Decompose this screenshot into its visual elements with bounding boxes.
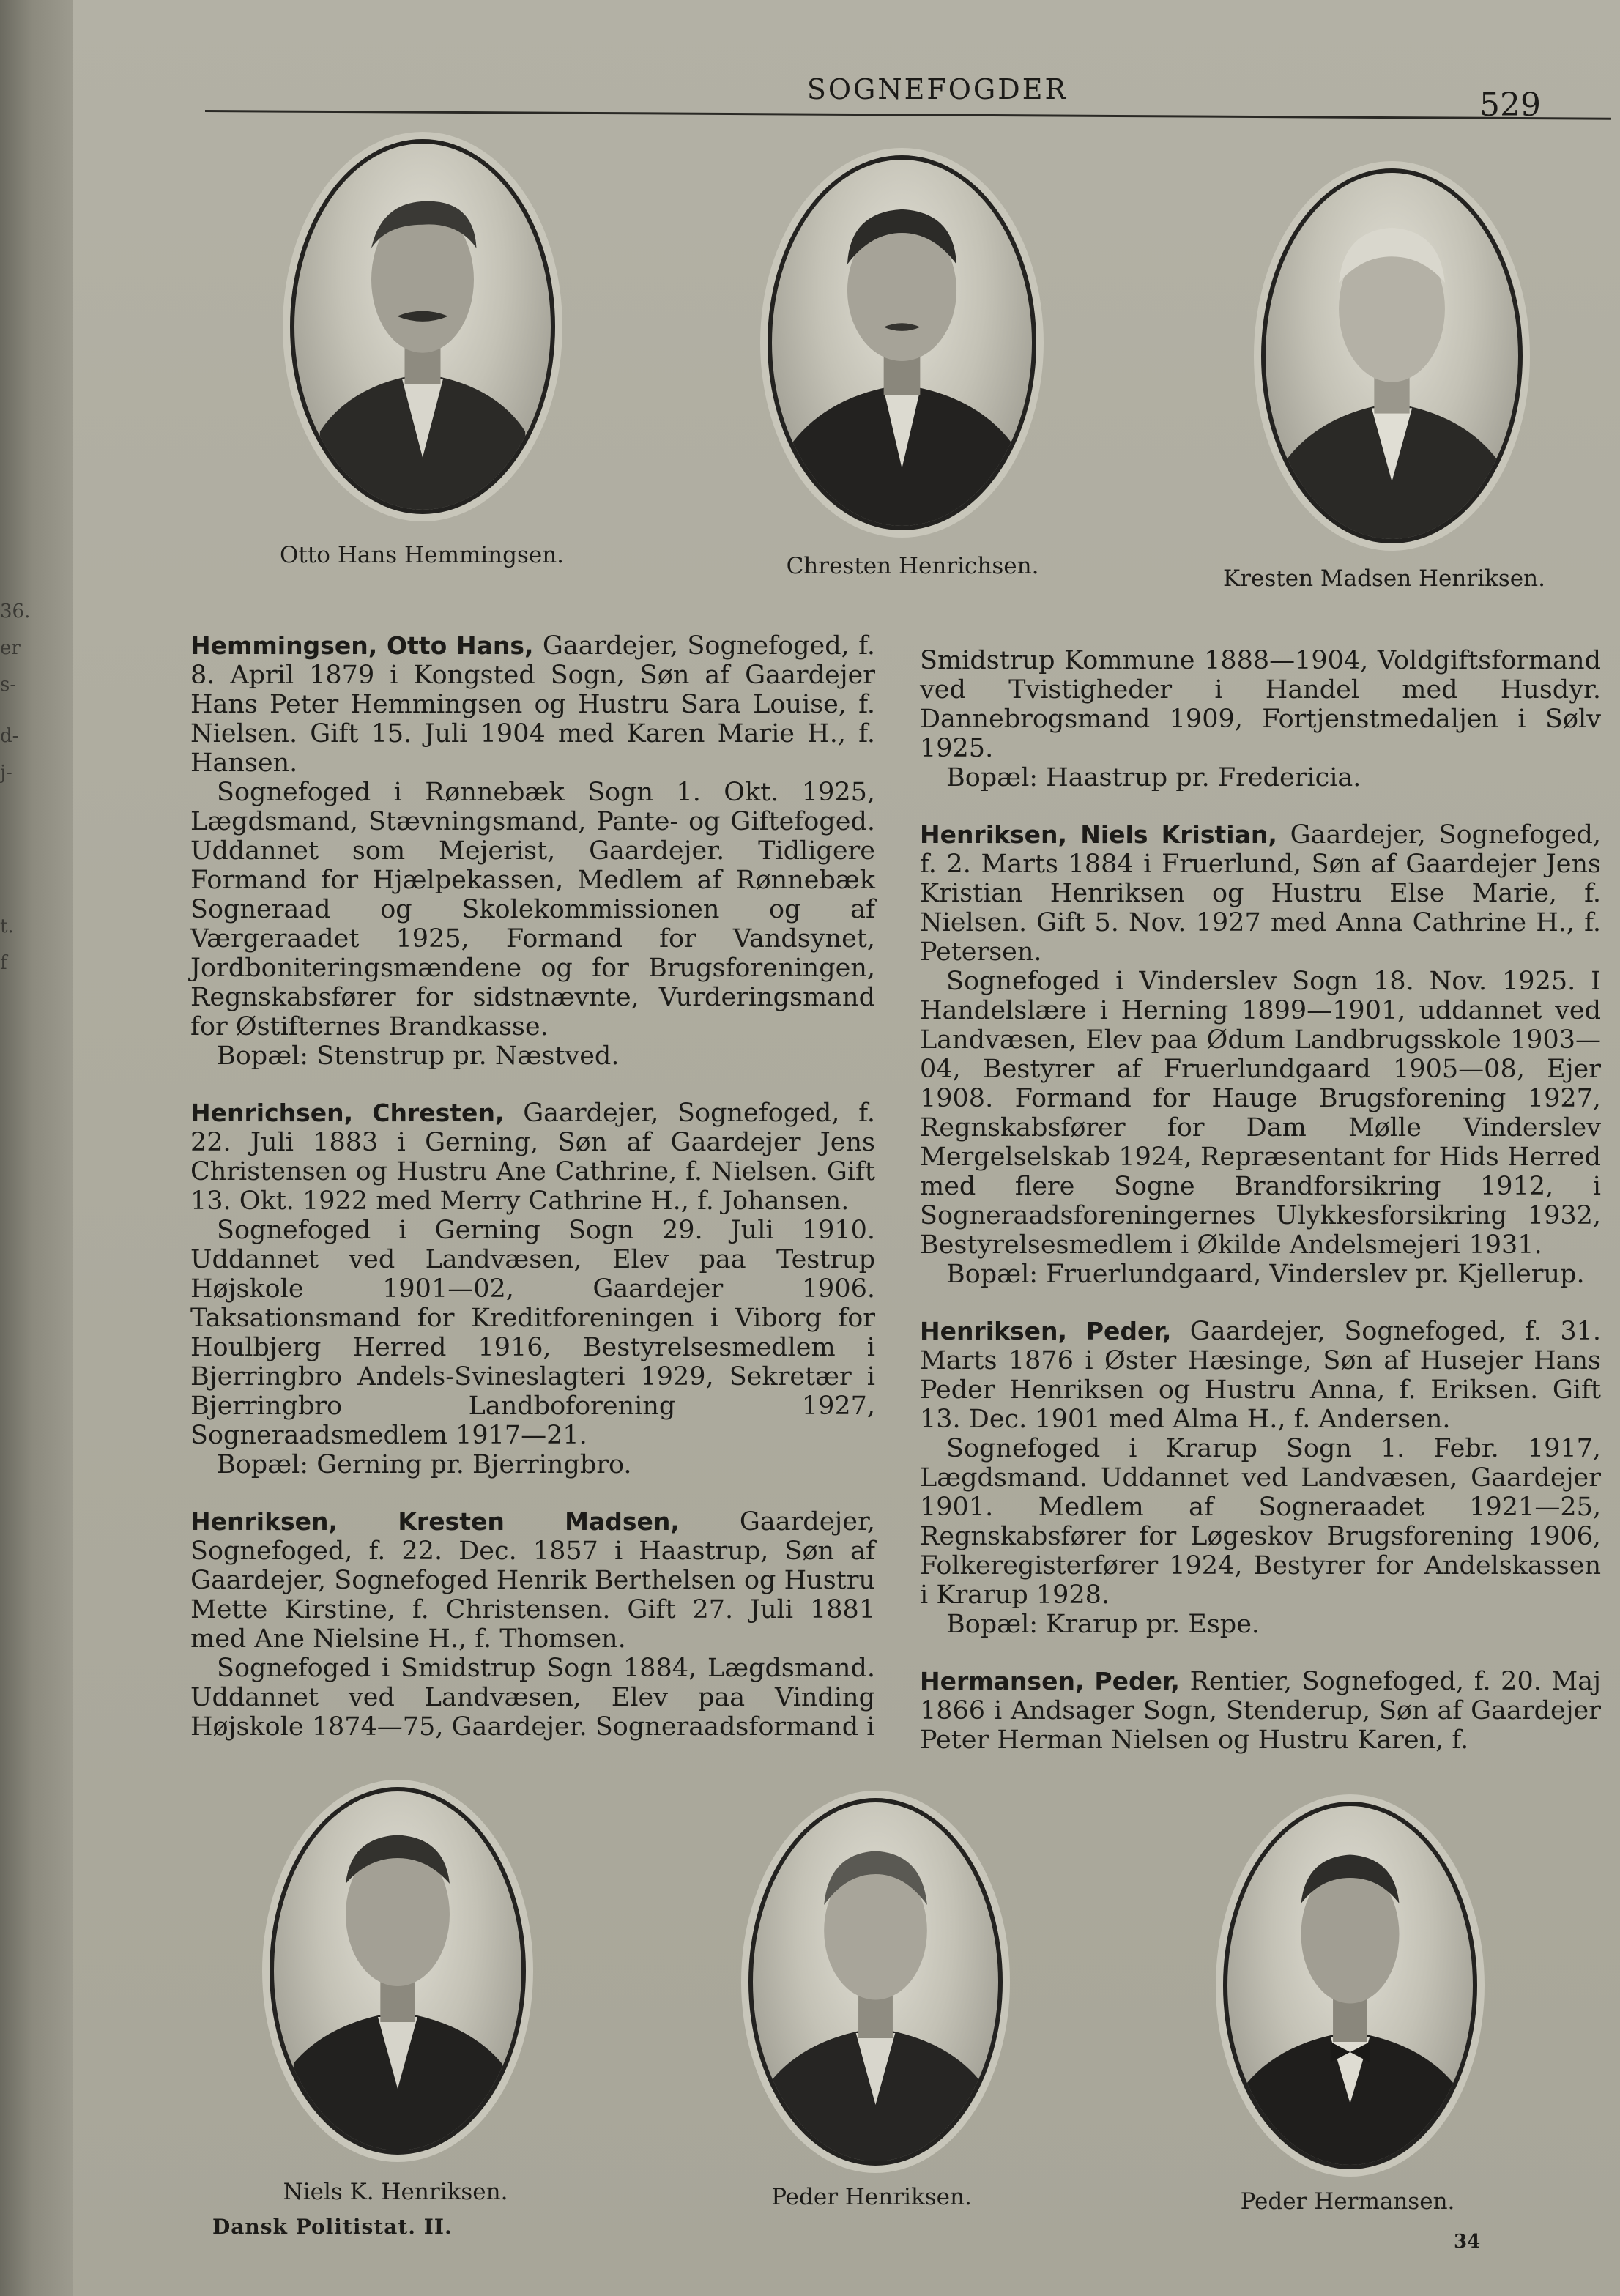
entry-henrichsen-lead	[190, 1099, 875, 1216]
entry-body: Sognefoged i Rønnebæk Sogn 1. Okt. 1925, Lægdsmand, Stævningsmand, Pante- og Giftefoged. Uddannet som Mejerist, Gaardejer. Tidligere Formand for Hjælpekassen, Medlem af Rønnebæk Sogneraad og Skolekommissionen og af Værgeraadet 1925, Formand for Vandsynet, Jordboniteringsmændene og for Brugsforeningen, Regnskabsfører for sidstnævnte, Vurderingsmand for Østifternes Brandkasse.	[190, 778, 875, 1041]
left-page-fragment: f	[0, 952, 7, 974]
portrait-peder-henriksen	[748, 1798, 1003, 2166]
entry-name: Henriksen, Kresten Madsen,	[190, 1507, 680, 1536]
entry-niels-lead	[920, 820, 1601, 967]
running-title: SOGNEFOGDER	[806, 73, 1069, 105]
entry-name: Hermansen, Peder,	[920, 1667, 1180, 1695]
text-column-left	[190, 631, 875, 1742]
portrait-kresten-madsen-henriksen	[1261, 168, 1523, 543]
page-number: 529	[1479, 86, 1541, 124]
entry-lead: Rentier, Sognefoged, f. 20. Maj 1866 i Andsager Sogn, Stenderup, Søn af Gaardejer Peter Herman Nielsen og Hustru Karen, f.	[920, 1667, 1601, 1755]
portrait-figure-icon	[274, 1791, 521, 2150]
entry-body: Sognefoged i Vinderslev Sogn 18. Nov. 1925. I Handelslære i Herning 1899—1901, uddannet ved Landvæsen, Elev paa Ødum Landbrugsskole 1903—04, Bestyrer af Fruerlundgaard 1905—08, Ejer 1908. Formand for Hauge Brugsforening 1927, Regnskabsfører for Dam Mølle Vinderslev Mergelselskab 1924, Repræsentant for Hids Herred med flere Sogne Brandforsikring 1912, i Sogneraadsforeningernes Ulykkesforsikring 1932, Bestyrelsesmedlem i Økilde Andelsmejeri 1931.	[920, 967, 1601, 1260]
entry-body: Sognefoged i Smidstrup Sogn 1884, Lægdsmand. Uddannet ved Landvæsen, Elev paa Vinding Højskole 1874—75, Gaardejer. Sogneraadsformand i	[190, 1654, 875, 1742]
entry-lead: Gaardejer, Sognefoged, f. 2. Marts 1884 i Fruerlund, Søn af Gaardejer Jens Kristian Henriksen og Hustru Else Marie, f. Nielsen. Gift 5. Nov. 1927 med Anna Cathrine H., f. Petersen.	[920, 820, 1601, 967]
portrait-figure-icon	[1227, 1806, 1473, 2165]
portrait-figure-icon	[1266, 173, 1518, 539]
entry-name: Henriksen, Niels Kristian,	[920, 820, 1277, 849]
entry-name: Hemmingsen, Otto Hans,	[190, 631, 534, 660]
portrait-caption: Kresten Madsen Henriksen.	[1223, 565, 1545, 592]
entry-name: Henriksen, Peder,	[920, 1317, 1172, 1345]
entry-kresten-lead	[190, 1507, 875, 1654]
entry-hermansen-lead	[920, 1667, 1601, 1755]
portrait-niels-k-henriksen	[270, 1787, 526, 2155]
portrait-caption: Peder Hermansen.	[1240, 2188, 1455, 2215]
portrait-figure-icon	[753, 1802, 998, 2161]
entry-address: Bopæl: Haastrup pr. Fredericia.	[946, 763, 1361, 792]
entry-lead: Gaardejer, Sognefoged, f. 22. Juli 1883 i Gerning, Søn af Gaardejer Jens Christensen og Hustru Ane Cathrine, f. Nielsen. Gift 13. Okt. 1922 med Merry Cathrine H., f. Johansen.	[190, 1099, 875, 1216]
portrait-peder-hermansen	[1223, 1802, 1477, 2169]
left-page-fragment: j-	[0, 762, 12, 784]
portrait-caption: Niels K. Henriksen.	[283, 2179, 508, 2205]
entry-peder-lead	[920, 1317, 1601, 1434]
entry-lead: Gaardejer, Sognefoged, f. 31. Marts 1876 i Øster Hæsinge, Søn af Husejer Hans Peder Henriksen og Hustru Anna, f. Eriksen. Gift 13. Dec. 1901 med Alma H., f. Andersen.	[920, 1317, 1601, 1434]
entry-address: Bopæl: Fruerlundgaard, Vinderslev pr. Kjellerup.	[946, 1260, 1585, 1289]
entry-address: Bopæl: Gerning pr. Bjerringbro.	[217, 1450, 632, 1479]
entry-hemmingsen-lead	[190, 631, 875, 778]
left-page-fragment: d-	[0, 725, 19, 747]
entry-body: Sognefoged i Gerning Sogn 29. Juli 1910. Uddannet ved Landvæsen, Elev paa Testrup Højskole 1901—02, Gaardejer 1906. Taksationsmand for Kreditforeningen i Viborg for Houlbjerg Herred 1916, Bestyrelsesmedlem i Bjerringbro Andels-Svineslagteri 1929, Sekretær i Bjerringbro Landboforening 1927, Sogneraadsmedlem 1917—21.	[190, 1216, 875, 1450]
left-page-fragment: t.	[0, 915, 14, 937]
left-page-fragment: er	[0, 637, 21, 659]
portrait-otto-hans-hemmingsen	[290, 139, 555, 514]
portrait-figure-icon	[294, 144, 551, 510]
entry-address: Bopæl: Krarup pr. Espe.	[946, 1610, 1260, 1639]
entry-address: Bopæl: Stenstrup pr. Næstved.	[217, 1041, 620, 1071]
portrait-chresten-henrichsen	[768, 155, 1036, 530]
entry-lead: Gaardejer, Sognefoged, f. 22. Dec. 1857 i Haastrup, Søn af Gaardejer, Sognefoged Henrik Berthelsen og Hustru Mette Kirstine, f. Christensen. Gift 27. Juli 1881 med Ane Nielsine H., f. Thomsen.	[190, 1507, 875, 1654]
left-page-fragment: s-	[0, 674, 17, 696]
book-gutter	[0, 0, 73, 2296]
portrait-figure-icon	[772, 160, 1032, 526]
entry-continued: Smidstrup Kommune 1888—1904, Voldgiftsformand ved Tvistigheder i Handel med Husdyr. Dannebrogsmand 1909, Fortjenstmedaljen i Sølv 1925.	[920, 646, 1601, 763]
signature-mark: 34	[1454, 2231, 1481, 2253]
portrait-caption: Chresten Henrichsen.	[786, 553, 1039, 579]
portrait-caption: Otto Hans Hemmingsen.	[279, 542, 565, 568]
book-title-footer: Dansk Politistat. II.	[212, 2215, 453, 2239]
entry-body: Sognefoged i Krarup Sogn 1. Febr. 1917, Lægdsmand. Uddannet ved Landvæsen, Gaardejer 1901. Medlem af Sogneraadet 1921—25, Regnskabsfører for Løgeskov Brugsforening 1906, Folkeregisterfører 1924, Bestyrer for Andelskassen i Krarup 1928.	[920, 1434, 1601, 1610]
entry-name: Henrichsen, Chresten,	[190, 1099, 505, 1127]
entry-lead: Gaardejer, Sognefoged, f. 8. April 1879 i Kongsted Sogn, Søn af Gaardejer Hans Peter Hemmingsen og Hustru Sara Louise, f. Nielsen. Gift 15. Juli 1904 med Karen Marie H., f. Hansen.	[190, 631, 876, 778]
text-column-right	[920, 646, 1601, 1755]
portrait-caption: Peder Henriksen.	[771, 2184, 972, 2210]
left-page-fragment: 36.	[0, 601, 31, 623]
